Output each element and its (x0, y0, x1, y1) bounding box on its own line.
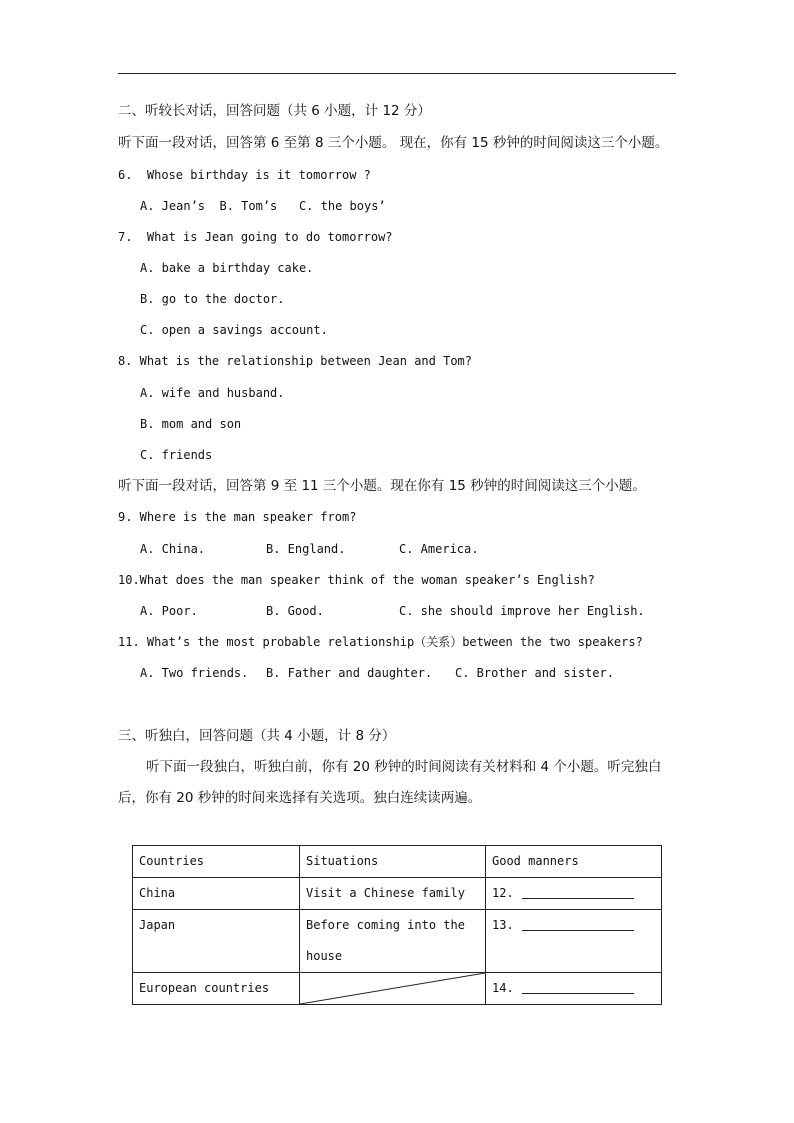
question-7-option-b: B. go to the doctor. (140, 292, 285, 306)
question-11-option-c: C. Brother and sister. (455, 666, 614, 680)
section3-intro: 听下面一段独白，听独白前，你有 20 秒钟的时间阅读有关材料和 4 个小题。听完独白后，你有 20 秒钟的时间来选择有关选项。独白连续读两遍。 (118, 759, 662, 806)
section2-title: 二、听较长对话，回答问题（共 6 小题，计 12 分） (118, 103, 431, 119)
question-11: 11. What’s the most probable relationship（关系）between the two speakers? (118, 635, 643, 649)
blank-number: 13. (492, 918, 514, 932)
question-10: 10.What does the man speaker think of the woman speaker’s English? (118, 573, 595, 587)
table-header-row (133, 846, 662, 878)
question-9: 9. Where is the man speaker from? (118, 510, 357, 524)
table-header-cell: Situations (300, 846, 486, 878)
question-6-options: A. Jean’s B. Tom’s C. the boys’ (140, 199, 386, 213)
table-cell-crossed (300, 973, 486, 1005)
question-7: 7. What is Jean going to do tomorrow? (118, 230, 393, 244)
answer-blank (522, 981, 634, 994)
table-row (133, 910, 662, 973)
table-header-cell: Countries (133, 846, 300, 878)
table-cell-blank (486, 973, 662, 1005)
table-cell-blank (486, 878, 662, 910)
header-rule (118, 73, 676, 74)
question-8: 8. What is the relationship between Jean and Tom? (118, 354, 473, 368)
table-header-cell: Good manners (486, 846, 662, 878)
question-11-option-b: B. Father and daughter. (266, 666, 433, 680)
table-cell: China (133, 878, 300, 910)
question-7-option-c: C. open a savings account. (140, 323, 328, 337)
question-9-option-a: A. China. (140, 542, 206, 556)
answer-blank (522, 918, 634, 931)
question-10-option-b: B. Good. (266, 604, 324, 618)
section3-title: 三、听独白，回答问题（共 4 小题，计 8 分） (118, 728, 396, 744)
question-8-option-b: B. mom and son (140, 417, 242, 431)
table-cell: European countries (133, 973, 300, 1005)
table-cell: Japan (133, 910, 300, 973)
question-7-option-a: A. bake a birthday cake. (140, 261, 314, 275)
question-8-option-a: A. wife and husband. (140, 386, 285, 400)
question-10-option-a: A. Poor. (140, 604, 198, 618)
section2-intro1: 听下面一段对话，回答第 6 至第 8 三个小题。 现在，你有 15 秒钟的时间阅读这三个小题。 (118, 135, 669, 151)
table-cell: Visit a Chinese family (300, 878, 486, 910)
question-6: 6. Whose birthday is it tomorrow ? (118, 168, 371, 182)
section2-intro2: 听下面一段对话，回答第 9 至 11 三个小题。现在你有 15 秒钟的时间阅读这三个小题。 (118, 478, 646, 494)
table-cell: Before coming into the house (300, 910, 486, 973)
diagonal-slash (300, 973, 485, 1004)
question-9-option-c: C. America. (399, 542, 479, 556)
blank-number: 12. (492, 886, 514, 900)
table-row (133, 878, 662, 910)
manners-table (132, 845, 662, 1005)
blank-number: 14. (492, 981, 514, 995)
answer-blank (522, 886, 634, 899)
table-cell-blank (486, 910, 662, 973)
question-10-option-c: C. she should improve her English. (399, 604, 645, 618)
question-8-option-c: C. friends (140, 448, 213, 462)
table-row (133, 973, 662, 1005)
question-11-option-a: A. Two friends. (140, 666, 249, 680)
question-9-option-b: B. England. (266, 542, 346, 556)
